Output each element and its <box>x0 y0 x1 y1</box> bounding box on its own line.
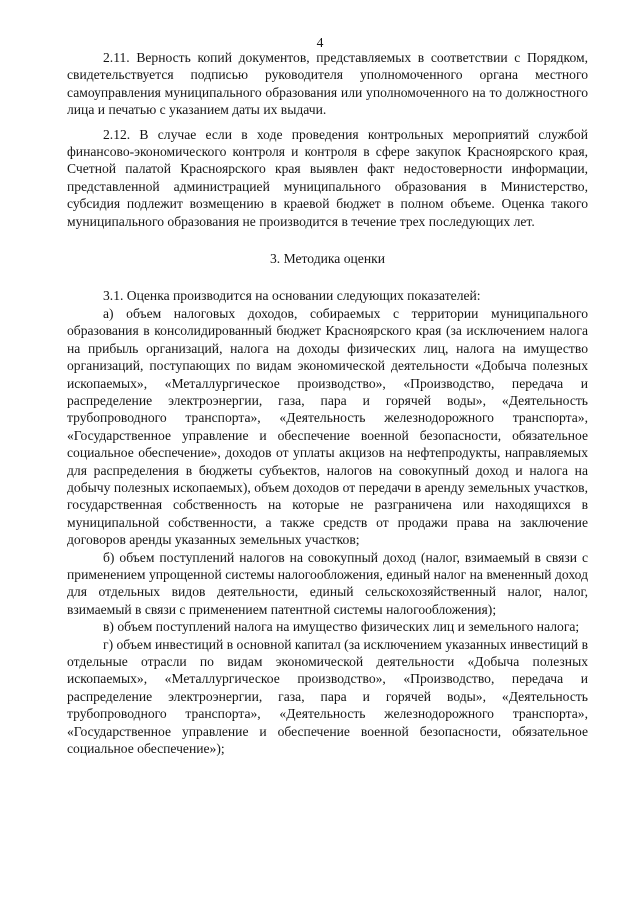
list-item-v: в) объем поступлений налога на имущество физических лиц и земельного налога; <box>103 619 580 635</box>
page-number: 4 <box>316 35 324 50</box>
section-heading: 3. Методика оценки <box>270 251 385 267</box>
paragraph-2-12: 2.12. В случае если в ходе проведения контрольных мероприятий службой финансово-экономического контроля и контроля в сфере закупок Красноярского края, Счетной палатой Красноярского края выявлен факт недостоверности информации, представленной администрацией муниципального образования в Министерство, субсидия подлежит возмещению в краевой бюджет в полном объеме. Оценка такого муниципального образования не производится в течение трех последующих лет. <box>67 126 588 229</box>
list-item-g: г) объем инвестиций в основной капитал (за исключением указанных инвестиций в отдельные отрасли по видам экономической деятельности «Добыча полезных ископаемых», «Металлургическое производство», «Производство, передача и распределение электроэнергии, газа, пара и горячей воды», «Деятельность трубопроводного транспорта», «Деятельность железнодорожного транспорта», «Государственное управление и обеспечение военной безопасности, обязательное социальное обеспечение»); <box>67 636 588 757</box>
paragraph-3-1: 3.1. Оценка производится на основании следующих показателей: <box>103 288 481 304</box>
list-item-b: б) объем поступлений налогов на совокупный доход (налог, взимаемый в связи с применением упрощенной системы налогообложения, единый налог на вмененный доход для отдельных видов деятельности, единый сельскохозяйственный налог, налог, взимаемый в связи с применением патентной системы налогообложения); <box>67 549 588 617</box>
document-body <box>67 49 588 757</box>
list-item-a: а) объем налоговых доходов, собираемых с территории муниципального образования в консолидированный бюджет Красноярского края (за исключением налога на прибыль организаций, налога на доходы физических лиц, налога на имущество организаций, поступающих по видам экономической деятельности «Добыча полезных ископаемых», «Металлургическое производство», «Производство, передача и распределение электроэнергии, газа, пара и горячей воды», «Деятельность трубопроводного транспорта», «Деятельность железнодорожного транспорта», «Государственное управление и обеспечение военной безопасности, обязательное социальное обеспечение», доходов от уплаты акцизов на нефтепродукты, направляемых для распределения в бюджеты субъектов, налогов на совокупный доход и налога на добычу полезных ископаемых), объем доходов от передачи в аренду земельных участков, государственная собственность на которые не разграничена или находящихся в муниципальной собственности, а также средств от продажи права на заключение договоров аренды указанных земельных участков; <box>67 305 588 548</box>
paragraph-2-11: 2.11. Верность копий документов, представляемых в соответствии с Порядком, свидетельствуется подписью руководителя уполномоченного органа местного самоуправления муниципального образования или уполномоченного на то должностного лица и печатью с указанием даты их выдачи. <box>67 50 588 118</box>
